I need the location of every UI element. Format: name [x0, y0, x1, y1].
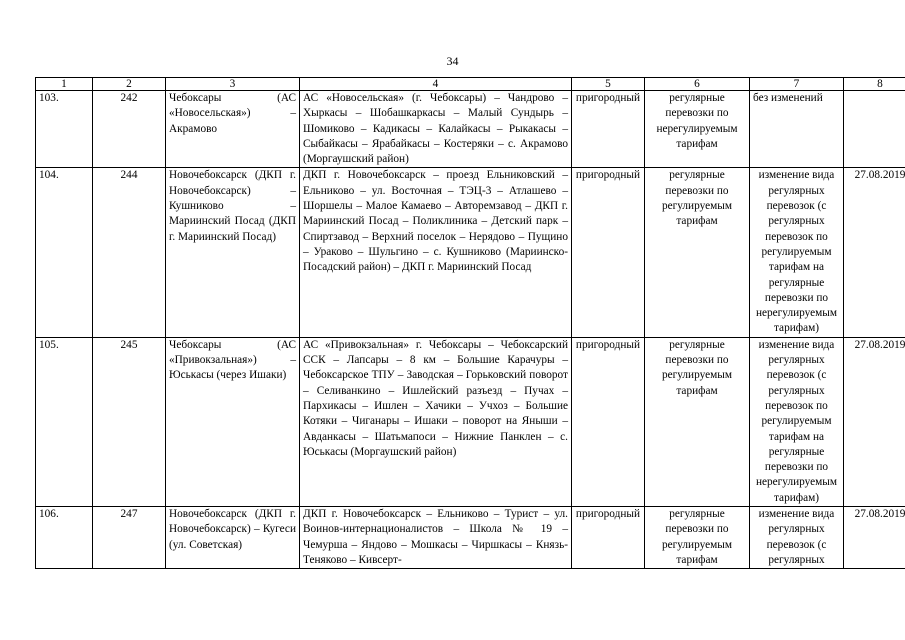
- column-header: 3: [166, 78, 300, 91]
- route-path: АС «Новосельская» (г. Чебоксары) – Чандрово – Хыркасы – Шобашкаркасы – Малый Сундырь – Шомиково – Кадикасы – Калайкасы – Рыкакасы – Сыбайкасы – Ярабайкасы – Костеряки – с. Акрамово (Моргаушский район): [300, 91, 572, 168]
- table-row: [36, 337, 905, 506]
- change-description: изменение вида регулярных перевозок (с регулярных перевозок по регулируемым тарифам на регулярные перевозки по нерегулируемым тарифам): [750, 337, 844, 506]
- row-number: 103.: [36, 91, 93, 168]
- row-number: 105.: [36, 337, 93, 506]
- change-description: изменение вида регулярных перевозок (с регулярных: [750, 507, 844, 569]
- column-number-row: [36, 78, 905, 91]
- transport-mode: регулярные перевозки по регулируемым тарифам: [645, 337, 750, 506]
- change-description: изменение вида регулярных перевозок (с регулярных перевозок по регулируемым тарифам на регулярные перевозки по нерегулируемым тарифам): [750, 168, 844, 337]
- table-row: [36, 168, 905, 337]
- column-header: 5: [572, 78, 645, 91]
- column-header: 8: [844, 78, 905, 91]
- column-header: 4: [300, 78, 572, 91]
- change-date: [844, 91, 905, 168]
- route-name: Чебоксары (АС «Привокзальная») – Юськасы (через Ишаки): [166, 337, 300, 506]
- route-type: пригородный: [572, 168, 645, 337]
- row-number: 104.: [36, 168, 93, 337]
- route-number: 245: [93, 337, 166, 506]
- route-name: Чебоксары (АС «Новосельская») – Акрамово: [166, 91, 300, 168]
- change-description: без изменений: [750, 91, 844, 168]
- change-date: 27.08.2019: [844, 337, 905, 506]
- route-name: Новочебоксарск (ДКП г. Новочебоксарск) – Кугеси (ул. Советская): [166, 507, 300, 569]
- route-number: 247: [93, 507, 166, 569]
- route-number: 244: [93, 168, 166, 337]
- route-number: 242: [93, 91, 166, 168]
- route-path: ДКП г. Новочебоксарск – проезд Ельниковский – Ельниково – ул. Восточная – ТЭЦ-3 – Атлашево – Шоршелы – Малое Камаево – Авторемзавод – ДКП г. Мариинский Посад – Поликлиника – Детский парк – Спиртзавод – Верхний поселок – Нерядово – Пущино – Ураково – Шульгино – с. Кушниково (Мариинско-Посадский район) – ДКП г. Мариинский Посад: [300, 168, 572, 337]
- table-row: [36, 91, 905, 168]
- route-type: пригородный: [572, 507, 645, 569]
- transport-mode: регулярные перевозки по нерегулируемым тарифам: [645, 91, 750, 168]
- route-type: пригородный: [572, 91, 645, 168]
- column-header: 7: [750, 78, 844, 91]
- transport-mode: регулярные перевозки по регулируемым тарифам: [645, 168, 750, 337]
- table-row: [36, 507, 905, 569]
- column-header: 1: [36, 78, 93, 91]
- route-path: ДКП г. Новочебоксарск – Ельниково – Турист – ул. Воинов-интернационалистов – Школа № 19 – Чемурша – Яндово – Мошкасы – Чиршкасы – Князь-Теняково – Кивсерт-: [300, 507, 572, 569]
- change-date: 27.08.2019: [844, 168, 905, 337]
- row-number: 106.: [36, 507, 93, 569]
- page-number: 34: [446, 54, 459, 68]
- route-path: АС «Привокзальная» г. Чебоксары – Чебоксарский ССК – Лапсары – 8 км – Большие Карачуры – Чебоксарское ТПУ – Заводская – Горьковский поворот – Селиванкино – Ишлейский разъезд – Пучах – Пархикасы – Ишлен – Хачики – Учхоз – Большие Котяки – Чиганары – Ишаки – поворот на Яныши – Авданкасы – Шатьмапоси – Нижние Панклен – с. Юськасы (Моргаушский район): [300, 337, 572, 506]
- page-bottom-margin: [0, 569, 905, 640]
- column-header: 6: [645, 78, 750, 91]
- change-date: 27.08.2019: [844, 507, 905, 569]
- route-type: пригородный: [572, 337, 645, 506]
- routes-table: [35, 77, 905, 569]
- route-name: Новочебоксарск (ДКП г. Новочебоксарск) – Кушниково – Мариинский Посад (ДКП г. Мариинский Посад): [166, 168, 300, 337]
- transport-mode: регулярные перевозки по регулируемым тарифам: [645, 507, 750, 569]
- column-header: 2: [93, 78, 166, 91]
